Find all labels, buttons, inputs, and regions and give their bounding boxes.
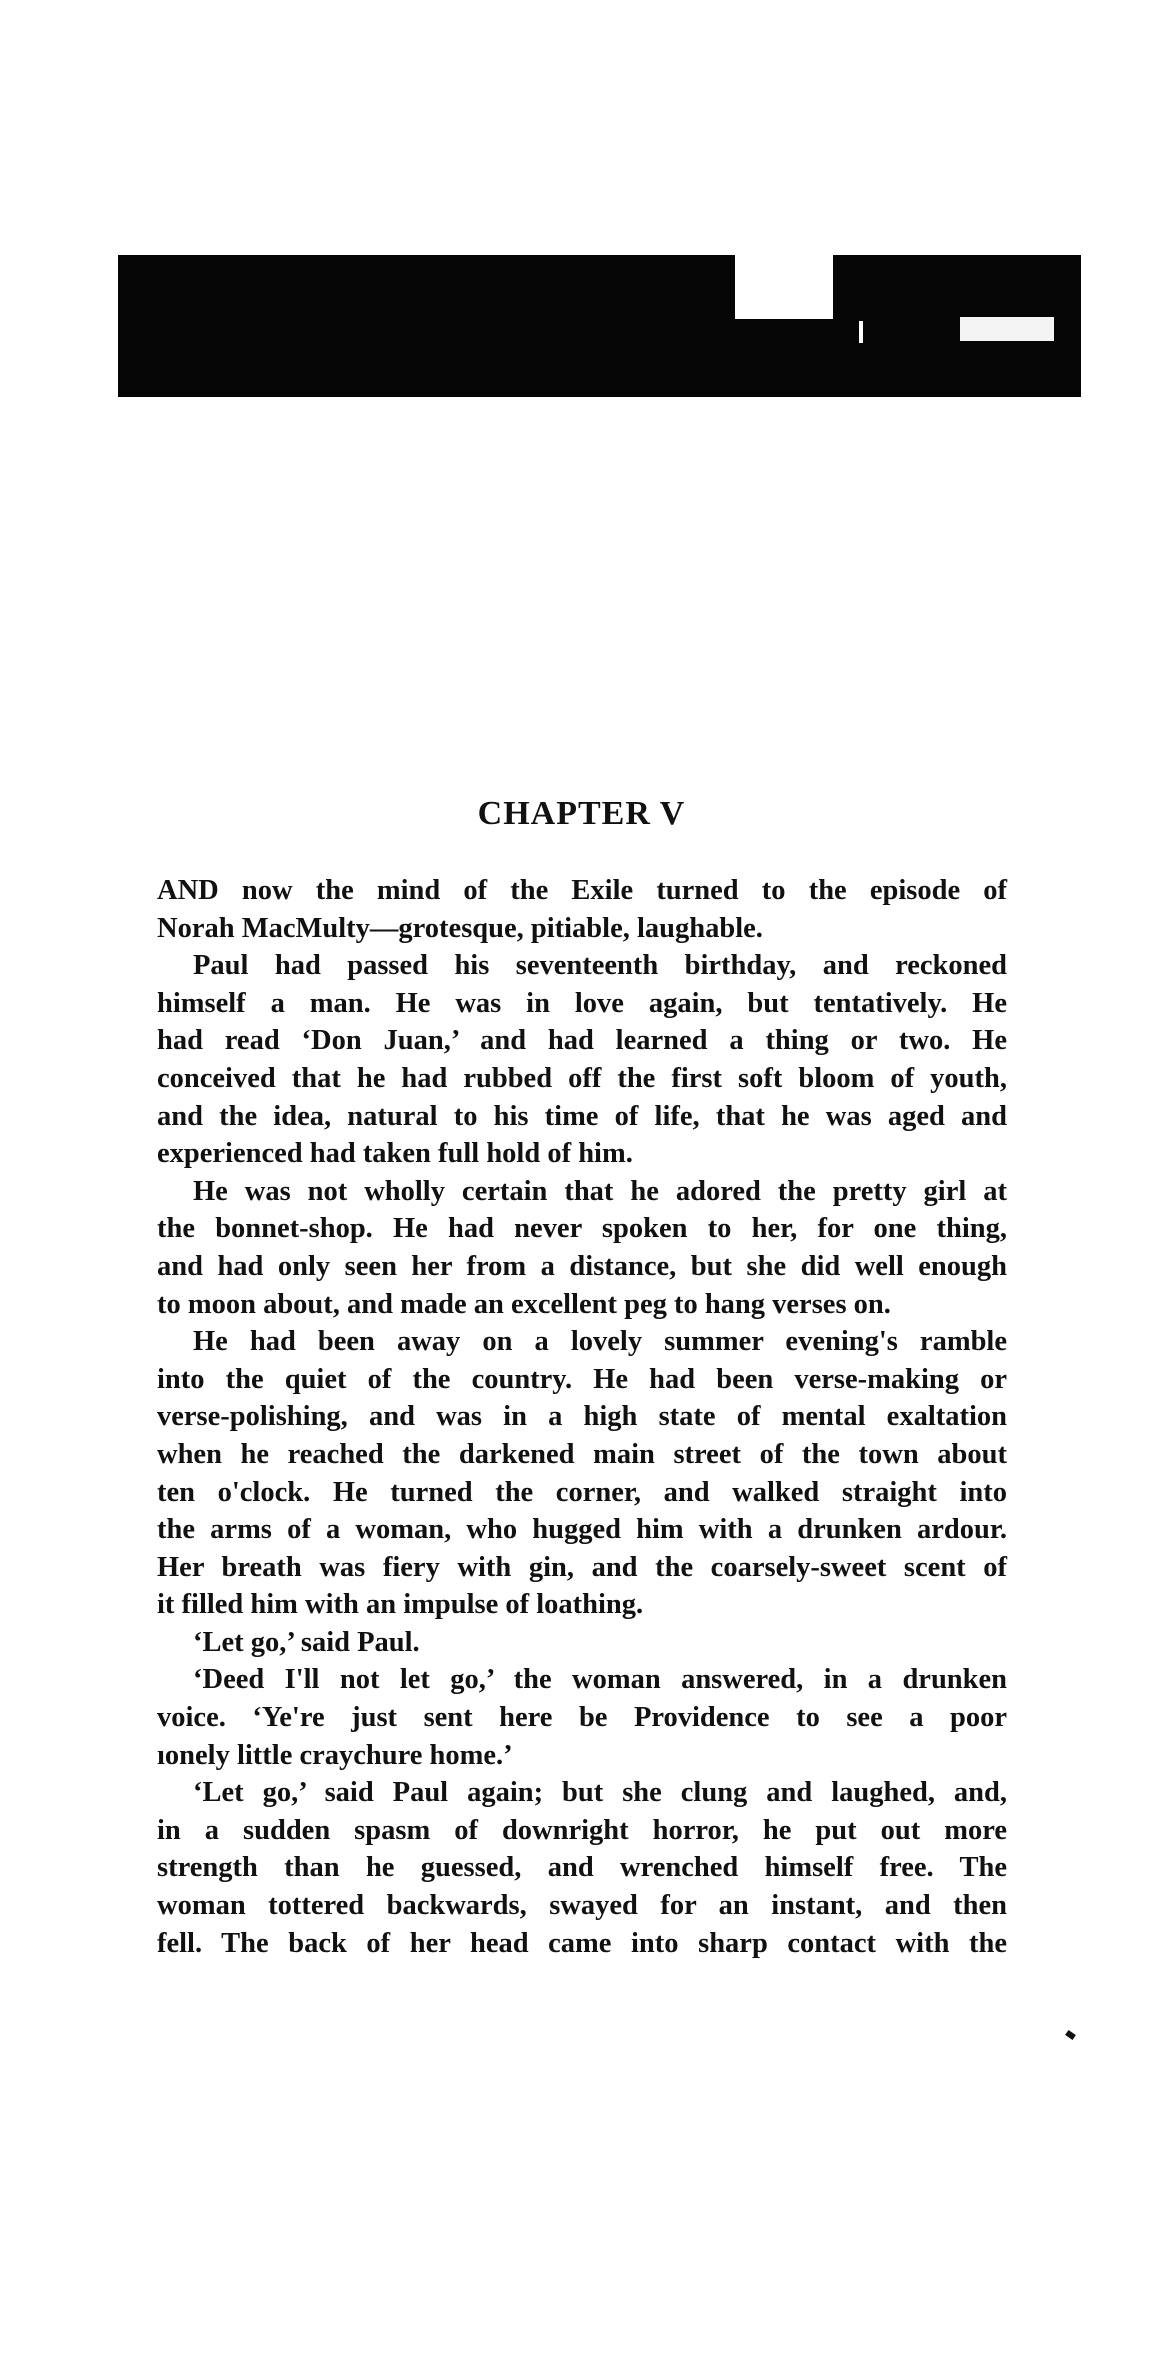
header-tick <box>859 321 863 343</box>
text-line: into the quiet of the country. He had been verse-making or <box>157 1363 1007 1395</box>
text-line: conceived that he had rubbed off the first soft bloom of youth, <box>157 1062 1007 1094</box>
text-line: experienced had taken full hold of him. <box>157 1138 633 1170</box>
text-line: and had only seen her from a distance, but she did well enough <box>157 1250 1007 1282</box>
text-line: voice. ‘Ye're just sent here be Providence to see a poor <box>157 1702 1007 1734</box>
chapter-header-bar <box>118 255 1081 397</box>
header-tab <box>960 317 1054 341</box>
text-line: He had been away on a lovely summer evening's ramble <box>193 1326 1007 1358</box>
text-line: woman tottered backwards, swayed for an instant, and then <box>157 1890 1007 1922</box>
text-line: ten o'clock. He turned the corner, and walked straight into <box>157 1476 1007 1508</box>
text-line: himself a man. He was in love again, but tentatively. He <box>157 987 1007 1019</box>
text-line: had read ‘Don Juan,’ and had learned a thing or two. He <box>157 1025 1007 1057</box>
stray-ink-mark <box>1065 2030 1076 2040</box>
text-line: Her breath was fiery with gin, and the coarsely-sweet scent of <box>157 1551 1007 1583</box>
text-line: ‘Let go,’ said Paul again; but she clung and laughed, and, <box>193 1777 1007 1809</box>
text-line: verse-polishing, and was in a high state of mental exaltation <box>157 1401 1007 1433</box>
text-line: Paul had passed his seventeenth birthday, and reckoned <box>193 950 1007 982</box>
text-line: fell. The back of her head came into sharp contact with the <box>157 1927 1007 1959</box>
text-line: to moon about, and made an excellent peg to hang verses on. <box>157 1288 891 1320</box>
text-line: strength than he guessed, and wrenched himself free. The <box>157 1852 1007 1884</box>
header-notch <box>735 255 833 319</box>
text-line: when he reached the darkened main street of the town about <box>157 1438 1007 1470</box>
text-line: and the idea, natural to his time of life, that he was aged and <box>157 1100 1007 1132</box>
text-line: in a sudden spasm of downright horror, he put out more <box>157 1814 1007 1846</box>
text-line: ‘Let go,’ said Paul. <box>193 1626 420 1658</box>
text-line: He was not wholly certain that he adored the pretty girl at <box>193 1175 1007 1207</box>
body-text <box>157 872 1007 1962</box>
text-line: ‘Deed I'll not let go,’ the woman answered, in a drunken <box>193 1664 1007 1696</box>
chapter-title: CHAPTER V <box>477 795 686 832</box>
text-line: ıonely little craychure home.’ <box>157 1739 513 1771</box>
text-line: AND now the mind of the Exile turned to the episode of <box>157 875 1007 906</box>
text-line: the arms of a woman, who hugged him with a drunken ardour. <box>157 1514 1007 1546</box>
text-line: it filled him with an impulse of loathing. <box>157 1589 644 1621</box>
text-line: the bonnet-shop. He had never spoken to her, for one thing, <box>157 1213 1007 1245</box>
text-line: Norah MacMulty—grotesque, pitiable, laughable. <box>157 912 763 944</box>
